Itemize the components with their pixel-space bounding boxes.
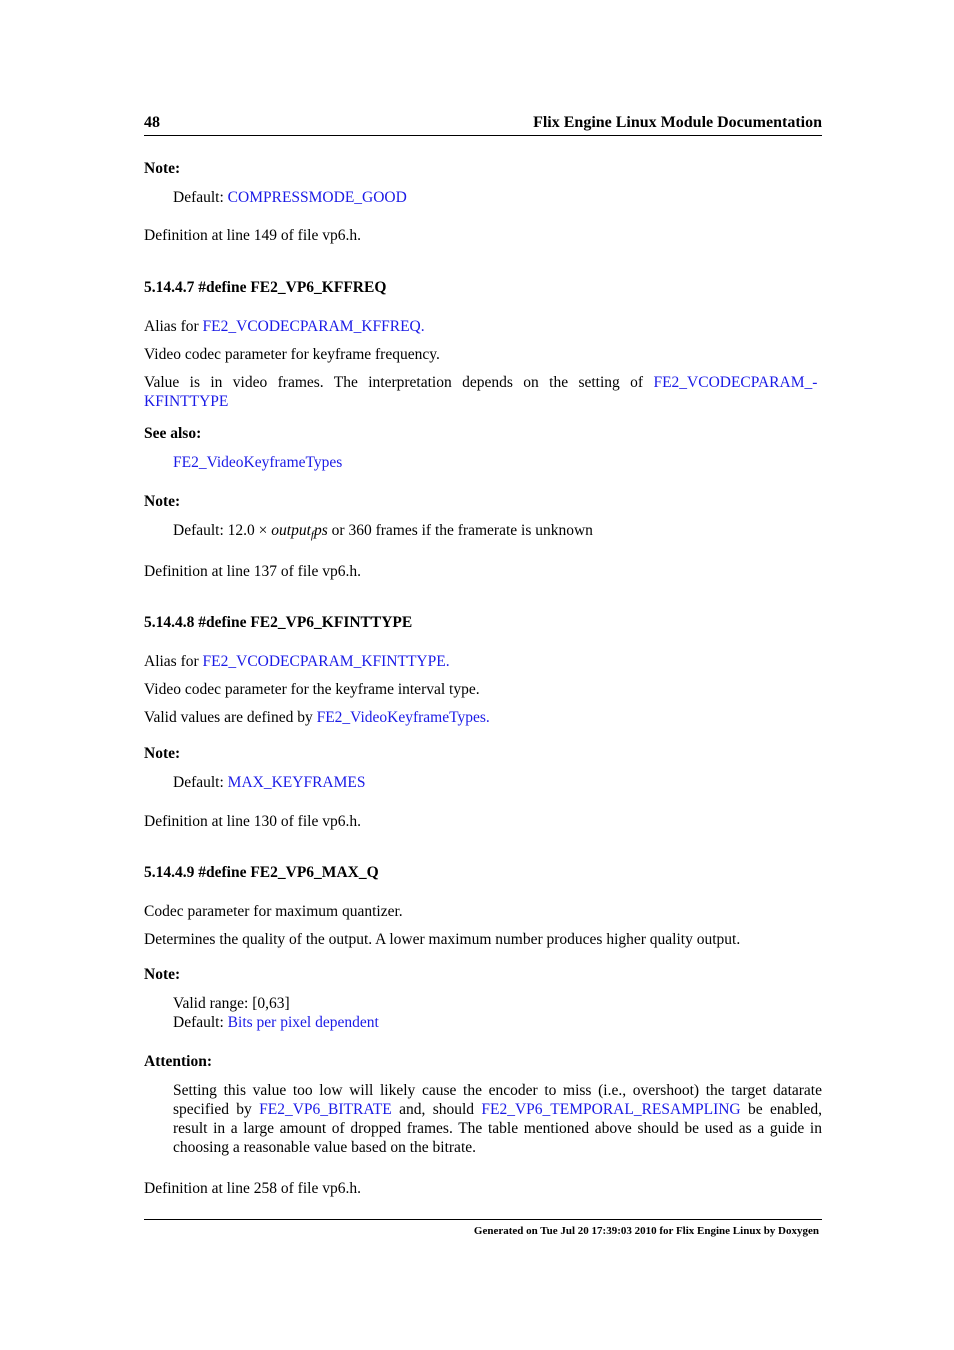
compressmode-good-link[interactable]: COMPRESSMODE_GOOD [227,189,407,206]
note-default: Default: Bits per pixel dependent [173,1014,379,1031]
page-number: 48 [144,114,160,131]
attention-label: Attention: [144,1053,213,1070]
vcodecparam-kfinttype-link[interactable]: FE2_VCODECPARAM_KFINTTYPE. [202,653,450,670]
vcodecparam-kfinttype-link-part2[interactable]: KFINTTYPE [144,393,229,410]
definition-line: Definition at line 130 of file vp6.h. [144,813,361,830]
description: Video codec parameter for the keyframe interval type. [144,681,480,698]
note-label: Note: [144,493,181,510]
note-default: Default: MAX_KEYFRAMES [173,774,366,791]
definition-line: Definition at line 258 of file vp6.h. [144,1180,361,1197]
definition-line: Definition at line 149 of file vp6.h. [144,227,361,244]
description: Video codec parameter for keyframe frequency. [144,346,440,363]
definition-line: Definition at line 137 of file vp6.h. [144,563,361,580]
bits-per-pixel-link[interactable]: Bits per pixel dependent [227,1014,379,1031]
description: Codec parameter for maximum quantizer. [144,903,403,920]
value-description-cont [144,392,228,411]
value-description: Value is in video frames. The interpretation depends on the setting of FE2_VCODECPARAM_- [144,374,818,391]
attention-text: Setting this value too low will likely cause the encoder to miss (i.e., overshoot) the target datarate specified by FE2_VP6_BITRATE and, should FE2_VP6_TEMPORAL_RESAMPLING be enabled, result in a large amount of dropped frames. The table mentioned above should be used as a guide in choosing a reasonable value based on the bitrate. [173,1082,823,1156]
valid-values: Valid values are defined by FE2_VideoKeyframeTypes. [144,709,490,726]
videokeyframetypes-link[interactable]: FE2_VideoKeyframeTypes [173,454,343,471]
vp6-bitrate-link[interactable]: FE2_VP6_BITRATE [259,1101,392,1118]
footer-generated-text: Generated on Tue Jul 20 17:39:03 2010 for Flix Engine Linux by Doxygen [473,1225,819,1237]
vcodecparam-kffreq-link[interactable]: FE2_VCODECPARAM_KFFREQ. [202,318,425,335]
note-label: Note: [144,160,181,177]
vcodecparam-kfinttype-link-part1[interactable]: FE2_VCODECPARAM_- [653,374,818,391]
alias-line: Alias for FE2_VCODECPARAM_KFFREQ. [144,318,425,335]
section-heading-max-q: 5.14.4.9 #define FE2_VP6_MAX_Q [144,864,379,881]
page-header [144,113,822,136]
alias-line: Alias for FE2_VCODECPARAM_KFINTTYPE. [144,653,450,670]
note-label: Note: [144,966,181,983]
vp6-temporal-resampling-link[interactable]: FE2_VP6_TEMPORAL_RESAMPLING [481,1101,741,1118]
section-heading-kfinttype: 5.14.4.8 #define FE2_VP6_KFINTTYPE [144,614,413,631]
see-also-label: See also: [144,425,202,442]
description-detail: Determines the quality of the output. A lower maximum number produces higher quality output. [144,931,741,948]
section-heading-kffreq: 5.14.4.7 #define FE2_VP6_KFFREQ [144,279,387,296]
note-default: Default: COMPRESSMODE_GOOD [173,189,407,206]
page-footer [144,1219,822,1237]
note-label: Note: [144,745,181,762]
videokeyframetypes-link[interactable]: FE2_VideoKeyframeTypes. [316,709,490,726]
valid-range: Valid range: [0,63] [173,995,290,1012]
document-title: Flix Engine Linux Module Documentation [533,114,822,131]
see-also-item [173,453,342,472]
max-keyframes-link[interactable]: MAX_KEYFRAMES [227,774,366,791]
note-default: Default: 12.0 × output$_f$ps or 360 frames if the framerate is unknown [173,522,593,541]
